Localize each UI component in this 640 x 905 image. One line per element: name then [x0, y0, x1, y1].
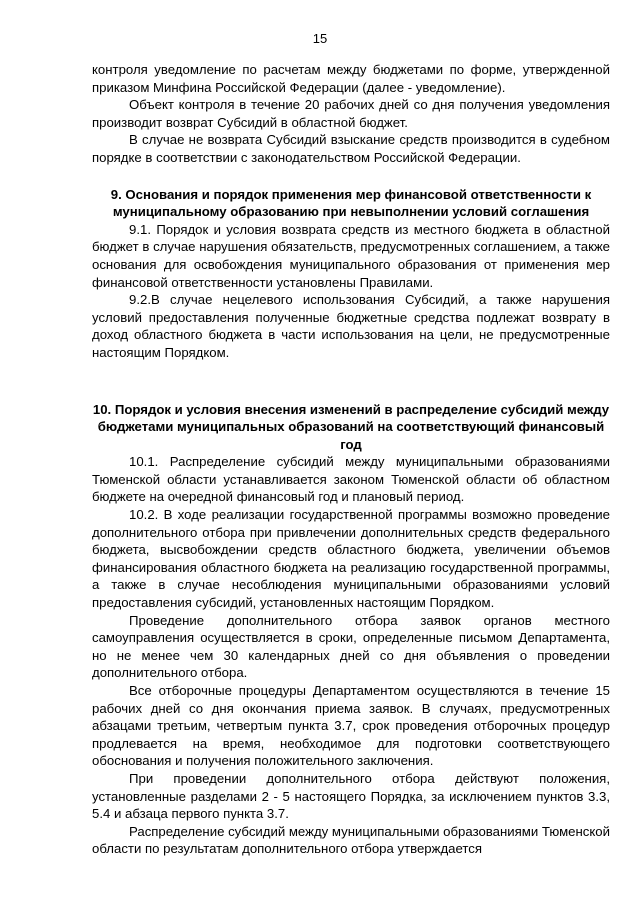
paragraph-10-1: 10.1. Распределение субсидий между муниципальными образованиями Тюменской области устанавливается законом Тюменской области об областном бюджете на очередной финансовый год и плановый период.	[92, 454, 610, 505]
section-10-heading: 10. Порядок и условия внесения изменений в распределение субсидий между бюджетами муниципальных образований на соответствующий финансовый год	[92, 401, 610, 452]
paragraph-judicial-recovery: В случае не возврата Субсидий взыскание средств производится в судебном порядке в соответствии с законодательством Российской Федерации.	[92, 132, 610, 165]
paragraph-9-1: 9.1. Порядок и условия возврата средств из местного бюджета в областной бюджет в случае нарушения обязательств, предусмотренных соглашением, а также основания для освобождения муниципального образования от применения мер финансовой ответственности установлены Правилами.	[92, 221, 610, 290]
paragraph-selection-procedures: Все отборочные процедуры Департаментом осуществляются в течение 15 рабочих дней со дня окончания приема заявок. В случаях, предусмотренных абзацами третьим, четвертым пункта 3.7, срок проведения отборочных процедур продлевается на время, необходимое для подготовки соответствующего обоснования и получения положительного заключения.	[92, 683, 610, 769]
paragraph-distribution-approval: Распределение субсидий между муниципальными образованиями Тюменской области по результатам дополнительного отбора утверждается	[92, 823, 611, 857]
section-spacer	[92, 167, 610, 186]
paragraph-refund-20-days: Объект контроля в течение 20 рабочих дней со дня получения уведомления производит возврат Субсидий в областной бюджет.	[92, 97, 610, 130]
paragraph-applicable-provisions: При проведении дополнительного отбора действуют положения, установленные разделами 2 - 5 настоящего Порядка, за исключением пунктов 3.3, 5.4 и абзаца первого пункта 3.7.	[92, 770, 610, 822]
paragraph-notification-form: контроля уведомление по расчетам между бюджетами по форме, утвержденной приказом Минфина Российской Федерации (далее - уведомление).	[92, 62, 610, 95]
section-9-heading: 9. Основания и порядок применения мер финансовой ответственности к муниципальному образованию при невыполнении условий соглашения	[110, 186, 592, 220]
section-spacer	[92, 362, 610, 401]
page-number: 15	[312, 31, 328, 46]
paragraph-additional-selection: Проведение дополнительного отбора заявок органов местного самоуправления осуществляется в сроки, определенные письмом Департамента, но не менее чем 30 календарных дней со дня объявления о проведении дополнительного отбора.	[92, 612, 610, 681]
document-body	[92, 61, 610, 858]
paragraph-10-2: 10.2. В ходе реализации государственной программы возможно проведение дополнительного отбора при привлечении дополнительных средств федерального бюджета, высвобождении средств областного бюджета, увеличении объемов финансирования областного бюджета на реализацию государственной программы, а также в случае несоблюдения муниципальными образованиями условий предоставления субсидий, установленных настоящим Порядком.	[92, 507, 610, 611]
paragraph-9-2: 9.2.В случае нецелевого использования Субсидий, а также нарушения условий предоставления полученные бюджетные средства подлежат возврату в доход областного бюджета в части использования на цели, не предусмотренные настоящим Порядком.	[92, 292, 610, 360]
